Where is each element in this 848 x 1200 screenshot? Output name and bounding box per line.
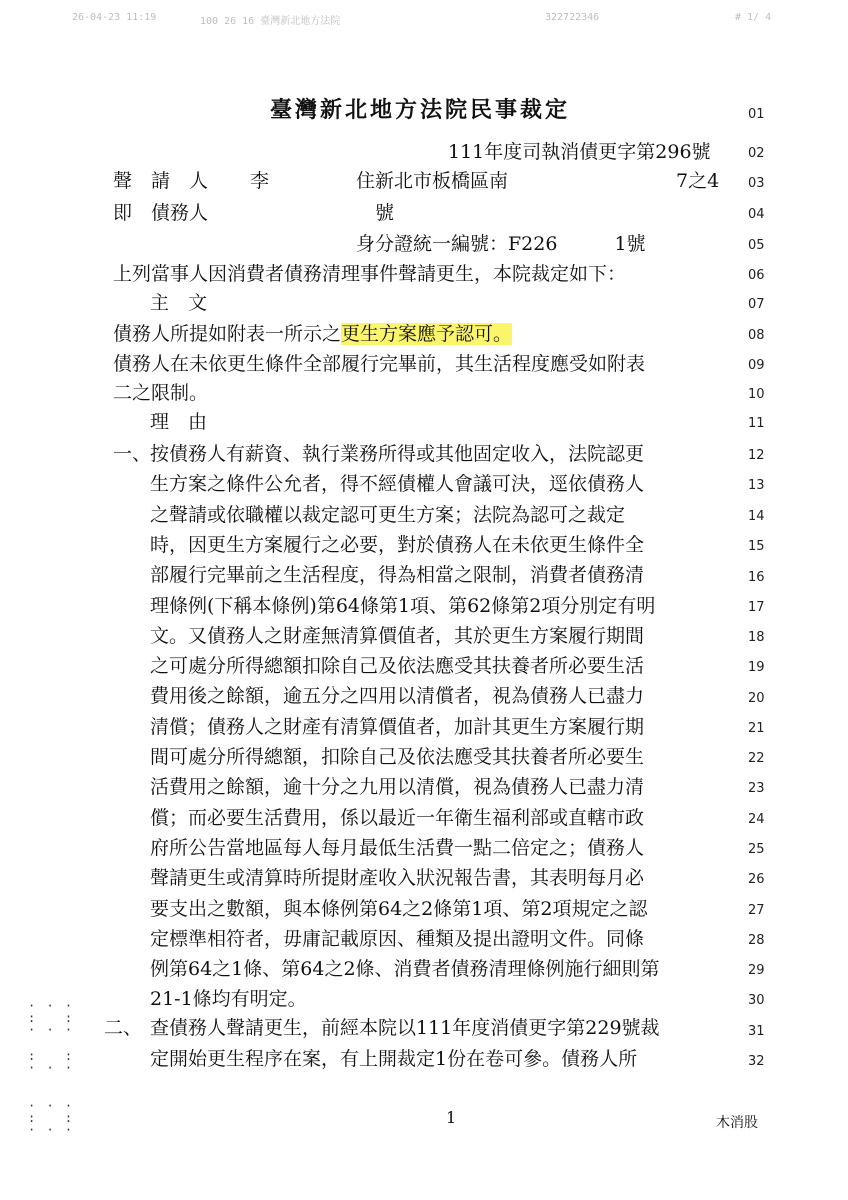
fax-datetime: 26-04-23 11:19 (72, 12, 157, 23)
line-number: 15 (748, 539, 765, 554)
line-number: 06 (748, 268, 765, 283)
line-number: 32 (748, 1054, 765, 1069)
line-number: 14 (748, 509, 765, 524)
party1-address: 住新北市板橋區南 (356, 170, 509, 192)
line-number: 09 (748, 358, 765, 373)
id-number: 身分證統一編號：F226 1號 (356, 233, 646, 255)
body-line: 定開始更生程序在案，有上開裁定1份在卷可參。債務人所 (150, 1047, 638, 1070)
reason1-prefix: 一、 (113, 443, 152, 465)
body-line: 活費用之餘額，逾十分之九用以清償，視為債務人已盡力清 (150, 776, 645, 799)
line-number: 31 (748, 1024, 765, 1039)
line-number: 10 (748, 387, 765, 402)
intro-text: 上列當事人因消費者債務清理事件聲請更生，本院裁定如下： (113, 263, 627, 285)
main-heading: 主 文 (150, 292, 208, 314)
body-line: 償；而必要生活費用，係以最近一年衛生福利部或直轄市政 (150, 806, 645, 829)
binding-holes-bottom: · · · : : · · · (28, 1099, 75, 1137)
body-line: 費用後之餘額，逾五分之四用以清償者，視為債務人已盡力 (150, 685, 645, 708)
body-line: 查債務人聲請更生，前經本院以111年度消債更字第229號裁 (150, 1017, 660, 1039)
body-line: 按債務人有薪資、執行業務所得或其他固定收入，法院認更 (150, 443, 645, 465)
line-number: 20 (748, 691, 765, 706)
party1-address-tail: 7之4 (676, 170, 720, 192)
party1-label: 聲 請 人 (113, 170, 209, 192)
body-line: 之可處分所得總額扣除自己及依法應受其扶養者所必要生活 (150, 655, 645, 678)
case-number: 111年度司執消債更字第296號 (448, 141, 711, 163)
line-number: 05 (748, 238, 765, 253)
line-number: 11 (748, 416, 765, 431)
line-number: 17 (748, 600, 765, 615)
body-line: 部履行完畢前之生活程度，得為相當之限制，消費者債務清 (150, 564, 645, 587)
line-number: 24 (748, 812, 765, 827)
body-line: 要支出之數額，與本條例第64之2條第1項、第2項規定之認 (150, 897, 648, 920)
body-line: 間可處分所得總額，扣除自己及依法應受其扶養者所必要生 (150, 746, 645, 768)
main-line-2: 債務人在未依更生條件全部履行完畢前，其生活程度應受如附表 (113, 353, 646, 375)
line-number: 30 (748, 993, 765, 1008)
fax-page: # 1/ 4 (735, 12, 772, 23)
body-line: 清償；債務人之財產有清算價值者，加計其更生方案履行期 (150, 715, 645, 738)
line-number: 29 (748, 963, 765, 978)
body-line: 府所公告當地區每人每月最低生活費一點二倍定之；債務人 (150, 836, 645, 859)
line-number: 04 (748, 207, 765, 222)
line-number: 07 (748, 297, 765, 312)
line-number: 02 (748, 146, 765, 161)
body-line: 聲請更生或清算時所提財產收入狀況報告書，其表明每月必 (150, 867, 645, 890)
party2-address: 號 (375, 202, 395, 224)
line-number: 19 (748, 660, 765, 675)
line-number: 13 (748, 478, 765, 493)
line-number: 18 (748, 630, 765, 645)
line-number: 26 (748, 872, 765, 887)
line-number: 12 (748, 448, 765, 463)
body-line: 生方案之條件公允者，得不經債權人會議可決，逕依債務人 (150, 473, 645, 496)
line-number: 25 (748, 842, 765, 857)
reason2-prefix: 二、 (104, 1017, 143, 1039)
line-number: 22 (748, 751, 765, 766)
body-line: 理條例(下稱本條例)第64條第1項、第62條第2項分別定有明 (150, 594, 656, 617)
highlighted-text: 更生方案應予認可。 (341, 323, 513, 345)
body-line: 之聲請或依職權以裁定認可更生方案；法院為認可之裁定 (150, 503, 626, 526)
main-line-3: 二之限制。 (113, 382, 209, 404)
body-line: 定標準相符者，毋庸記載原因、種類及提出證明文件。同條 (150, 927, 645, 950)
line-number: 08 (748, 328, 765, 343)
reason-heading: 理 由 (150, 411, 208, 433)
line-number: 28 (748, 933, 765, 948)
body-line: 21-1條均有明定。 (150, 988, 307, 1011)
line-number: 01 (748, 107, 765, 122)
body-line: 時，因更生方案履行之必要，對於債務人在未依更生條件全 (150, 533, 645, 556)
fax-number: 322722346 (545, 12, 600, 23)
main-line-1-text: 債務人所提如附表一所示之 (113, 323, 342, 345)
line-number: 21 (748, 721, 765, 736)
line-number: 23 (748, 781, 765, 796)
fax-sender: 100 26 16 臺灣新北地方法院 (200, 16, 341, 27)
line-number: 03 (748, 176, 765, 191)
main-line-1 (113, 322, 512, 346)
party2-label: 即 債務人 (113, 202, 209, 224)
document-title: 臺灣新北地方法院民事裁定 (270, 97, 571, 123)
party1-name: 李 (250, 170, 270, 192)
line-number: 27 (748, 903, 765, 918)
binding-holes-top: · · · : : · · · (28, 999, 75, 1037)
binding-holes-middle: : : · · · (28, 1049, 75, 1075)
line-number: 16 (748, 570, 765, 585)
footer-department: 木消股 (716, 1115, 758, 1131)
body-line: 例第64之1條、第64之2條、消費者債務清理條例施行細則第 (150, 958, 660, 981)
page-number: 1 (446, 1108, 457, 1127)
body-line: 文。又債務人之財產無清算價值者，其於更生方案履行期間 (150, 624, 645, 647)
